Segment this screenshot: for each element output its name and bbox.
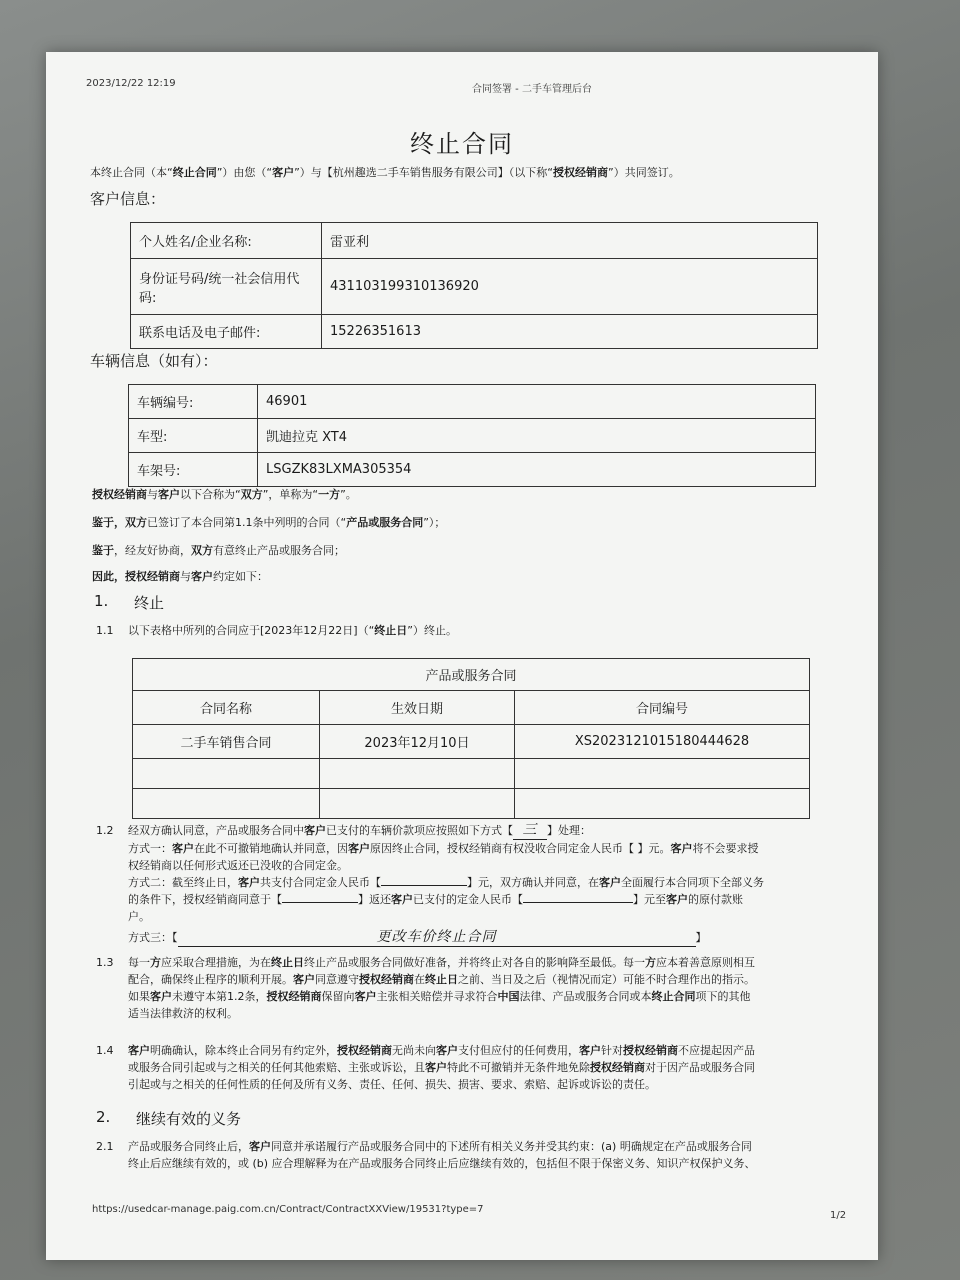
recital-1: 鉴于，双方已签订了本合同第1.1条中列明的合同（“产品或服务合同”）；: [92, 516, 446, 529]
vehicle-info-table: [128, 384, 816, 487]
clause-1-4-text: 客户明确确认，除本终止合同另有约定外，授权经销商无尚未向客户支付但应付的任何费用，客户针对授权经销商不应提起因产品 或服务合同引起或与之相关的任何其他索赔、主张或诉讼，且客户特此不可撤销并无条件地免除授权经销商对于因产品或服务合同 引起或与之相关的任何性质的任何及所有义务、责任、任何、损失、损害、要求、索赔、起诉或诉讼的责任。: [128, 1044, 755, 1091]
table-cell: [133, 759, 320, 789]
terminated-contracts-table: [132, 658, 810, 819]
cell-value: 凯迪拉克 XT4: [258, 419, 816, 453]
cell-label: 联系电话及电子邮件:: [131, 315, 322, 349]
handwritten-method-three: 更改车价终止合同: [376, 929, 497, 945]
table-row: [133, 789, 810, 819]
clause-1-2-number: 1.2: [96, 824, 114, 837]
table-row: [129, 453, 816, 487]
section-2-number: 2.: [96, 1108, 111, 1126]
cell-value: 15226351613: [322, 315, 818, 349]
customer-info-table: [130, 222, 818, 349]
section-2-title: 继续有效的义务: [136, 1110, 242, 1128]
cell-value: 雷亚利: [322, 223, 818, 259]
table-cell: 2023年12月10日: [320, 725, 515, 759]
cell-value: 46901: [258, 385, 816, 419]
cell-label: 身份证号码/统一社会信用代码:: [131, 259, 322, 315]
clause-1-2-text: 经双方确认同意，产品或服务合同中客户已支付的车辆价款项应按照如下方式【 三 】处理： 方式一：客户在此不可撤销地确认并同意，因客户原因终止合同，授权经销商有权没收合同定金人民币【 】元。客户将不会要求授 权经销商以任何形式返还已没收的合同定金。 方式二：截至终止日，客户共支付合同定金人民币【 】元，双方确认并同意，在客户全面履行本合同项下全部义务 的条件下，授权经销商同意于【 】返还客户已支付的定金人民币【 】元至客户的原付款账 户。 方式三：【 更改车价终止合同 】: [128, 822, 764, 945]
table-row: [131, 315, 818, 349]
table-cell: XS2023121015180444628: [515, 725, 810, 759]
table-row: [131, 223, 818, 259]
page-number: 1/2: [830, 1210, 847, 1221]
intro-paragraph: 本终止合同（本“终止合同”）由您（“客户”）与【杭州趣选二手车销售服务有限公司】（以下称“授权经销商”）共同签订。: [90, 166, 680, 179]
table-caption-row: [133, 659, 810, 691]
table-row: [133, 759, 810, 789]
cell-label: 车辆编号:: [129, 385, 258, 419]
table-caption: 产品或服务合同: [133, 659, 810, 691]
table-cell: [515, 759, 810, 789]
print-datetime: 2023/12/22 12:19: [86, 78, 176, 89]
parties-definition: 授权经销商与客户以下合称为“双方”，单称为“一方”。: [92, 488, 357, 501]
print-page-title: 合同签署 - 二手车管理后台: [472, 84, 592, 95]
table-cell: [515, 789, 810, 819]
clause-2-1-number: 2.1: [96, 1140, 114, 1153]
customer-section-title: 客户信息：: [90, 190, 166, 208]
column-header: 生效日期: [320, 691, 515, 725]
cell-label: 个人姓名/企业名称:: [131, 223, 322, 259]
cell-label: 车架号:: [129, 453, 258, 487]
cell-label: 车型:: [129, 419, 258, 453]
vehicle-section-title: 车辆信息（如有）：: [90, 352, 218, 370]
table-row: [129, 385, 816, 419]
cell-value: 431103199310136920: [322, 259, 818, 315]
table-cell: [320, 789, 515, 819]
therefore-clause: 因此，授权经销商与客户约定如下：: [92, 570, 268, 583]
cell-value: LSGZK83LXMA305354: [258, 453, 816, 487]
footer-url: https://usedcar-manage.paig.com.cn/Contract/ContractXXView/19531?type=7: [92, 1204, 484, 1215]
clause-1-4-number: 1.4: [96, 1044, 114, 1057]
table-row: [129, 419, 816, 453]
recital-2: 鉴于，经友好协商，双方有意终止产品或服务合同；: [92, 544, 345, 557]
table-header-row: [133, 691, 810, 725]
clause-1-1-text: 以下表格中所列的合同应于[2023年12月22日]（“终止日”）终止。: [128, 624, 457, 637]
table-row: [131, 259, 818, 315]
column-header: 合同编号: [515, 691, 810, 725]
clause-1-3-text: 每一方应采取合理措施，为在终止日终止产品或服务合同做好准备，并将终止对各自的影响降至最低。每一方应本着善意原则相互 配合，确保终止程序的顺利开展。客户同意遵守授权经销商在终止日之前、当日及之后（视情况而定）可能不时合理作出的指示。 如果客户未遵守本第1.2条，授权经销商保留向客户主张相关赔偿并寻求符合中国法律、产品或服务合同或本终止合同项下的其他 适当法律救济的权利。: [128, 956, 755, 1020]
document-title: 终止合同: [410, 130, 514, 158]
clause-1-1-number: 1.1: [96, 624, 114, 637]
section-1-title: 终止: [134, 594, 165, 612]
chosen-method-handwritten: 三: [513, 822, 547, 840]
table-cell: [320, 759, 515, 789]
table-cell: 二手车销售合同: [133, 725, 320, 759]
table-row: [133, 725, 810, 759]
column-header: 合同名称: [133, 691, 320, 725]
clause-2-1-text: 产品或服务合同终止后，客户同意并承诺履行产品或服务合同中的下述所有相关义务并受其约束：(a) 明确规定在产品或服务合同 终止后应继续有效的，或 (b) 应合理解释为在产品或服务合同终止后应继续有效的，包括但不限于保密义务、知识产权保护义务、: [128, 1140, 756, 1170]
clause-1-3-number: 1.3: [96, 956, 114, 969]
section-1-number: 1.: [94, 592, 109, 610]
contract-page: [46, 52, 878, 1260]
table-cell: [133, 789, 320, 819]
